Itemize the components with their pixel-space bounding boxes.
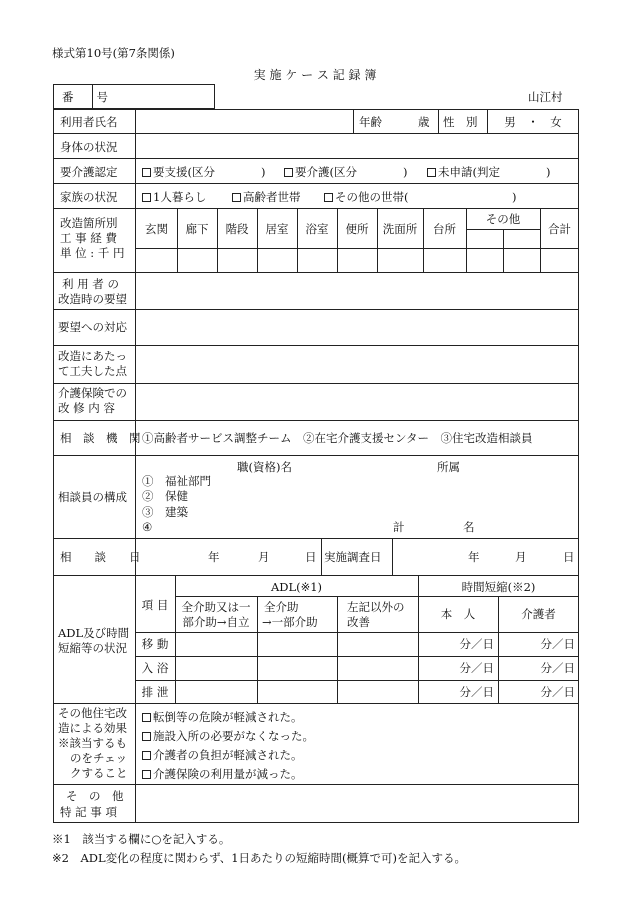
age-unit: 歳	[418, 115, 430, 129]
checkbox-icon	[324, 193, 333, 202]
renovation-label-1: 改造箇所別	[60, 216, 118, 230]
col-stairs: 階段	[225, 222, 249, 236]
adl-col-2-line-1: 全介助	[264, 600, 299, 614]
checkbox-icon	[284, 168, 293, 177]
village-name: 山江村	[528, 90, 563, 104]
consult-date-label: 相 談 日	[60, 550, 141, 564]
effects-label-3: ※該当するも	[58, 736, 127, 750]
renovation-label-2: 工 事 経 費	[60, 231, 117, 245]
checkbox-icon	[142, 713, 151, 722]
effect-option-1[interactable]: 転倒等の危険が軽減された。	[142, 710, 303, 724]
consultant-item-3: ③ 建築	[142, 505, 188, 519]
time-header: 時間短縮(※2)	[461, 580, 536, 594]
consult-org-value: ①高齢者サービス調整チーム ②在宅介護支援センター ③住宅改造相談員	[142, 431, 533, 445]
col-toilet: 便所	[345, 222, 369, 236]
adl-col-3-line-2: 改善	[347, 615, 370, 629]
checkbox-icon	[142, 770, 151, 779]
per-day-care-1: 分／日	[540, 637, 575, 651]
checkbox-icon	[142, 168, 151, 177]
age-label: 年齢	[359, 115, 382, 129]
form-title: 実 施 ケ ー ス 記 録 簿	[253, 68, 377, 82]
col-entrance: 玄関	[145, 222, 168, 236]
consult-year: 年	[208, 550, 220, 564]
effect-option-2[interactable]: 施設入所の必要がなくなった。	[142, 729, 314, 743]
notes-label-1: そ の 他	[66, 789, 124, 803]
footnote-2: ※2 ADL変化の程度に関わらず、1日あたりの短縮時間(概算で可)を記入する。	[52, 851, 466, 865]
consultant-item-4: ④	[142, 520, 153, 534]
user-name-label: 利用者氏名	[60, 115, 118, 129]
ingenuity-label-2: て工夫した点	[58, 364, 127, 378]
col-kitchen: 台所	[433, 222, 456, 236]
insurance-label-1: 介護保険での	[58, 386, 127, 400]
checkbox-icon	[232, 193, 241, 202]
survey-date-label: 実施調査日	[324, 550, 382, 564]
effects-label-4: のをチェッ	[70, 751, 128, 765]
response-label: 要望への対応	[58, 320, 127, 334]
family-option-3[interactable]: その他の世帯( )	[324, 190, 516, 204]
time-col-caregiver: 介護者	[521, 607, 556, 621]
notes-label-2: 特 記 事 項	[60, 805, 117, 819]
ingenuity-label-1: 改造にあたっ	[58, 349, 127, 363]
sex-value: 男 ・ 女	[504, 115, 562, 129]
adl-row-bath: 入 浴	[141, 661, 169, 675]
checkbox-icon	[142, 732, 151, 741]
adl-label-1: ADL及び時間	[58, 626, 130, 640]
people-unit: 名	[463, 520, 475, 534]
user-request-label-2: 改造時の要望	[58, 292, 127, 306]
survey-year: 年	[468, 550, 480, 564]
consult-day: 日	[305, 550, 317, 564]
checkbox-icon	[427, 168, 436, 177]
adl-row-move: 移 動	[141, 637, 169, 651]
adl-label-2: 短縮等の状況	[58, 641, 127, 655]
adl-header: ADL(※1)	[270, 580, 323, 594]
effects-label-5: クすること	[70, 766, 128, 780]
effect-option-3[interactable]: 介護者の負担が軽減された。	[142, 748, 303, 762]
per-day-self-3: 分／日	[459, 685, 494, 699]
col-total: 合計	[548, 222, 571, 236]
adl-col-1-line-2: 部介助→自立	[182, 615, 250, 629]
col-bath: 浴室	[305, 222, 329, 236]
per-day-care-3: 分／日	[540, 685, 575, 699]
per-day-self-1: 分／日	[459, 637, 494, 651]
care-option-2[interactable]: 要介護(区分 )	[284, 165, 407, 179]
adl-col-3-line-1: 左記以外の	[347, 600, 405, 614]
user-request-label-1: 利 用 者 の	[62, 277, 119, 291]
footnote-1: ※1 該当する欄に○を記入する。	[52, 832, 231, 846]
care-cert-label: 要介護認定	[60, 165, 118, 179]
consult-org-label: 相 談 機 関	[60, 431, 141, 445]
item-label: 項 目	[141, 598, 169, 612]
effects-label-1: その他住宅改	[58, 706, 127, 720]
time-col-self: 本 人	[440, 607, 476, 621]
per-day-self-2: 分／日	[459, 661, 494, 675]
adl-col-1-line-1: 全介助又は一	[181, 600, 251, 614]
checkbox-icon	[142, 193, 151, 202]
sex-label: 性 別	[443, 115, 478, 129]
consultant-item-1: ① 福祉部門	[142, 474, 211, 488]
adl-col-2-line-2: →一部介助	[262, 615, 318, 629]
consultant-job-header: 職(資格)名	[237, 460, 292, 474]
col-living: 居室	[265, 222, 289, 236]
consultant-item-2: ② 保健	[142, 489, 188, 503]
survey-day: 日	[563, 550, 575, 564]
care-option-3[interactable]: 未申請(判定 )	[427, 165, 550, 179]
checkbox-icon	[142, 751, 151, 760]
insurance-label-2: 改 修 内 容	[58, 401, 115, 415]
body-status-label: 身体の状況	[60, 140, 118, 154]
consult-month: 月	[258, 550, 270, 564]
consultants-label: 相談員の構成	[58, 490, 127, 504]
family-option-1[interactable]: 1人暮らし	[142, 190, 206, 204]
effect-option-4[interactable]: 介護保険の利用量が減った。	[142, 767, 303, 781]
form-number: 様式第10号(第7条関係)	[52, 46, 175, 60]
renovation-label-3: 単 位 : 千 円	[60, 246, 125, 260]
number-label: 番 号	[62, 90, 108, 104]
care-option-1[interactable]: 要支援(区分 )	[142, 165, 265, 179]
col-hallway: 廊下	[185, 222, 209, 236]
effects-label-2: 造による効果	[58, 721, 127, 735]
total-label: 計	[393, 520, 405, 534]
family-label: 家族の状況	[60, 190, 118, 204]
adl-row-excretion: 排 泄	[141, 685, 169, 699]
col-other: その他	[485, 212, 521, 226]
survey-month: 月	[515, 550, 527, 564]
consultant-affil-header: 所属	[437, 460, 460, 474]
col-washroom: 洗面所	[382, 222, 418, 236]
family-option-2[interactable]: 高齢者世帯	[232, 190, 301, 204]
per-day-care-2: 分／日	[540, 661, 575, 675]
